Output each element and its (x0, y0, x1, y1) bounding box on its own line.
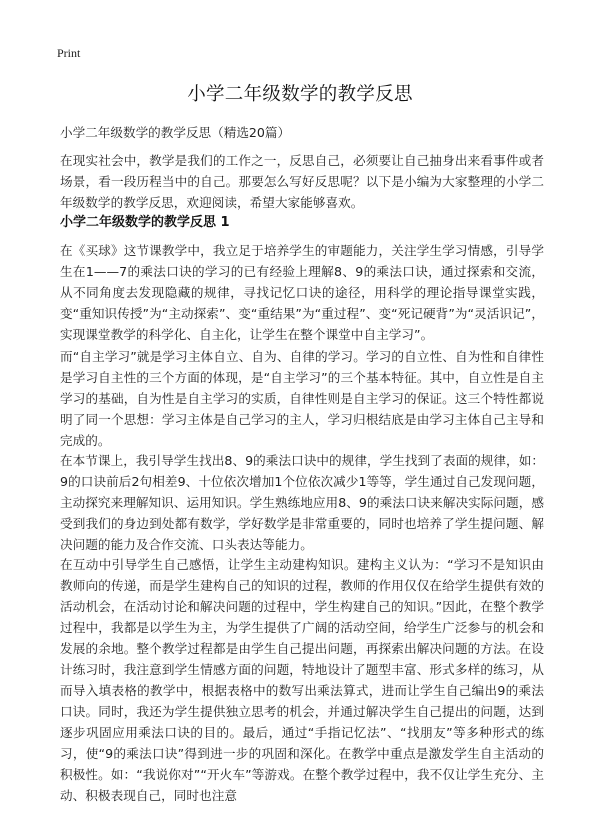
body-paragraph: 在《买球》这节课教学中，我立足于培养学生的审题能力，关注学生学习情感，引导学生在1——7的乘法口诀的学习的已有经验上理解8、9的乘法口诀，通过探索和交流，从不同角度去发现隐藏的规律，寻找记忆口诀的途径，用科学的理论指导课堂实践，变“重知识传授”为“主动探索”、变“重结果”为“重过程”、变“死记硬背”为“灵活识记”，实现课堂教学的科学化、自主化，让学生在整个课堂中自主学习”。 (60, 243, 544, 342)
body-paragraph: 而“自主学习”就是学习主体自立、自为、自律的学习。学习的自立性、自为性和自律性是学习自主性的三个方面的体现，是“自主学习”的三个基本特征。其中，自立性是自主学习的基础，自为性是自主学习的实质，自律性则是自主学习的保证。这三个特性都说明了同一个思想：学习主体是自己学习的主人，学习归根结底是由学习主体自己主导和完成的。 (60, 349, 544, 448)
paragraph-3-block (60, 450, 544, 555)
body-paragraph: 在本节课上，我引导学生找出8、9的乘法口诀中的规律，学生找到了表面的规律，如：9的口诀前后2句相差9、十位依次增加1个位依次减少1等等，学生通过自己发现问题，主动探究来理解知识、运用知识。学生熟练地应用8、9的乘法口诀来解决实际问题，感受到我们的身边到处都有数学，学好数学是非常重要的，同时也培养了学生提问题、解决问题的能力及合作交流、口头表达等能力。 (60, 453, 544, 552)
body-paragraph: 在互动中引导学生自己感悟，让学生主动建构知识。建构主义认为：“学习不是知识由教师向的传递，而是学生建构自己的知识的过程，教师的作用仅仅在给学生提供有效的活动机会，在活动讨论和解决问题的过程中，学生构建自己的知识。”因此，在整个教学过程中，我都是以学生为主，为学生提供了广阔的活动空间，给学生广泛参与的机会和发展的余地。整个教学过程都是由学生自己提出问题，再探索出解决问题的方法。在设计练习时，我注意到学生情感方面的问题，特地设计了题型丰富、形式多样的练习，从而导入填表格的教学中，根据表格中的数写出乘法算式，进而让学生自己编出9的乘法口诀。同时，我还为学生提供独立思考的机会，并通过解决学生自己提出的问题，达到逐步巩固应用乘法口诀的目的。最后，通过“手指记忆法”、“找朋友”等多种形式的练习，使“9的乘法口诀”得到进一步的巩固和深化。在教学中重点是激发学生自主活动的积极性。如：“我说你对”“开火车”等游戏。在整个教学过程中，我不仅让学生充分、主动、积极表现自己，同时也注意 (60, 557, 544, 803)
document-subtitle: 小学二年级数学的教学反思（精选20篇） (60, 125, 291, 140)
document-title: 小学二年级数学的教学反思 (187, 84, 413, 105)
section-heading: 小学二年级数学的教学反思 1 (60, 215, 230, 230)
print-link[interactable]: Print (57, 46, 81, 60)
paragraph-4-block (60, 554, 544, 806)
paragraph-2-block (60, 346, 544, 451)
intro-block (60, 150, 544, 213)
paragraph-1-block (60, 240, 544, 345)
section-heading-block (60, 212, 544, 233)
intro-paragraph: 在现实社会中，教学是我们的工作之一，反思自己，必须要让自己抽身出来看事件或者场景，看一段历程当中的自己。那要怎么写好反思呢？以下是小编为大家整理的小学二年级数学的教学反思，欢迎阅读，希望大家能够喜欢。 (60, 153, 544, 210)
